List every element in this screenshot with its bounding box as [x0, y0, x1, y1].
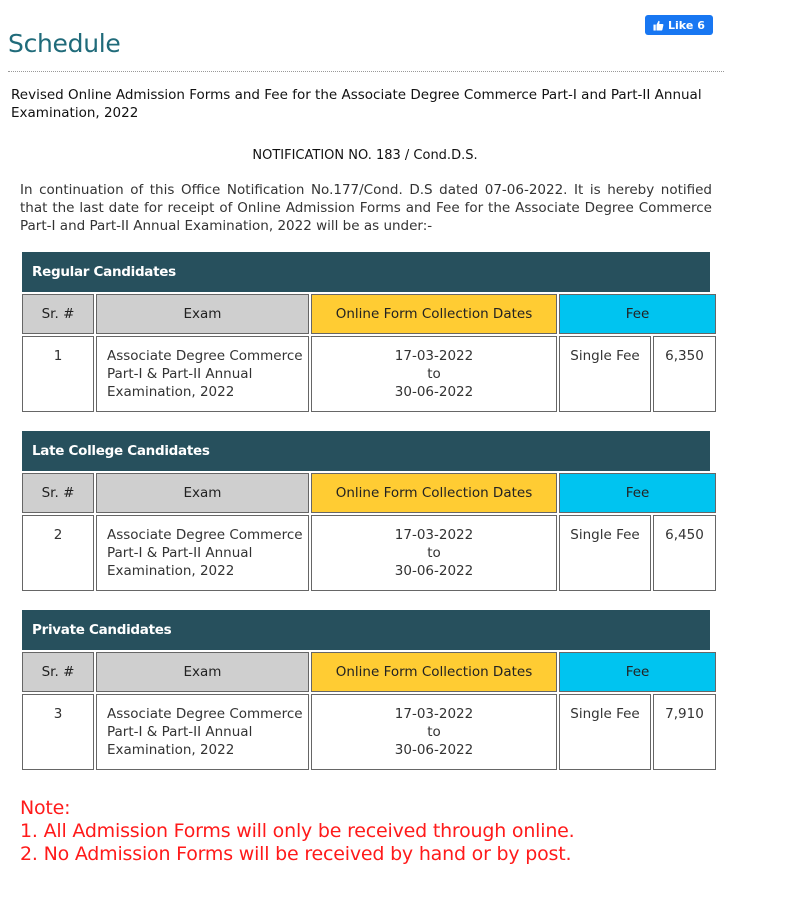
note-line: 1. All Admission Forms will only be received through online.	[20, 820, 575, 842]
col-header-fee: Fee	[559, 473, 716, 513]
cell-exam	[96, 694, 309, 770]
thumbs-up-icon	[653, 20, 664, 31]
table-row	[22, 515, 716, 591]
note-block	[20, 797, 720, 866]
date-to: 30-06-2022	[394, 742, 474, 758]
exam-line: Part-I & Part-II Annual	[107, 545, 253, 561]
col-header-dates: Online Form Collection Dates	[311, 652, 557, 692]
cell-sr: 2	[22, 515, 94, 591]
schedule-table	[20, 471, 718, 593]
cell-sr: 3	[22, 694, 94, 770]
date-from: 17-03-2022	[394, 527, 474, 543]
table-header-row	[22, 473, 716, 513]
date-from: 17-03-2022	[394, 706, 474, 722]
cell-fee-type: Single Fee	[559, 694, 651, 770]
cell-fee-type: Single Fee	[559, 515, 651, 591]
date-to: 30-06-2022	[394, 563, 474, 579]
date-from: 17-03-2022	[394, 348, 474, 364]
cell-dates	[311, 336, 557, 412]
exam-line: Associate Degree Commerce	[107, 706, 303, 722]
schedule-table	[20, 292, 718, 414]
document-heading: Revised Online Admission Forms and Fee for the Associate Degree Commerce Part-I and Part-II Annual Examination, 2022	[11, 87, 702, 121]
section-regular-candidates	[22, 252, 710, 414]
date-separator: to	[427, 545, 441, 561]
cell-sr: 1	[22, 336, 94, 412]
cell-dates	[311, 694, 557, 770]
col-header-exam: Exam	[96, 294, 309, 334]
date-to: 30-06-2022	[394, 384, 474, 400]
cell-exam	[96, 515, 309, 591]
cell-dates	[311, 515, 557, 591]
cell-exam	[96, 336, 309, 412]
note-title: Note:	[20, 797, 71, 819]
table-row	[22, 694, 716, 770]
col-header-fee: Fee	[559, 652, 716, 692]
exam-line: Part-I & Part-II Annual	[107, 724, 253, 740]
page-title: Schedule	[8, 28, 121, 58]
col-header-dates: Online Form Collection Dates	[311, 294, 557, 334]
exam-line: Associate Degree Commerce	[107, 527, 303, 543]
like-count: 6	[697, 18, 705, 32]
table-header-row	[22, 652, 716, 692]
like-label: Like	[668, 18, 694, 32]
col-header-sr: Sr. #	[22, 294, 94, 334]
exam-line: Associate Degree Commerce	[107, 348, 303, 364]
table-header-row	[22, 294, 716, 334]
cell-fee-amount: 6,450	[653, 515, 716, 591]
cell-fee-amount: 7,910	[653, 694, 716, 770]
exam-line: Part-I & Part-II Annual	[107, 366, 253, 382]
note-line: 2. No Admission Forms will be received by hand or by post.	[20, 843, 572, 865]
col-header-dates: Online Form Collection Dates	[311, 473, 557, 513]
exam-line: Examination, 2022	[107, 563, 235, 579]
facebook-like-button[interactable]	[645, 15, 713, 35]
col-header-exam: Exam	[96, 473, 309, 513]
intro-paragraph: In continuation of this Office Notification No.177/Cond. D.S dated 07-06-2022. It is hereby notified that the last date for receipt of Online Admission Forms and Fee for the Associate Degree Commerce Part-I and Part-II Annual Examination, 2022 will be as under:-	[20, 182, 712, 234]
col-header-exam: Exam	[96, 652, 309, 692]
col-header-fee: Fee	[559, 294, 716, 334]
col-header-sr: Sr. #	[22, 652, 94, 692]
cell-fee-amount: 6,350	[653, 336, 716, 412]
cell-fee-type: Single Fee	[559, 336, 651, 412]
exam-line: Examination, 2022	[107, 742, 235, 758]
col-header-sr: Sr. #	[22, 473, 94, 513]
schedule-table	[20, 650, 718, 772]
section-title: Regular Candidates	[22, 252, 710, 292]
section-private-candidates	[22, 610, 710, 772]
exam-line: Examination, 2022	[107, 384, 235, 400]
table-row	[22, 336, 716, 412]
date-separator: to	[427, 366, 441, 382]
notification-number: NOTIFICATION NO. 183 / Cond.D.S.	[252, 148, 478, 163]
title-divider	[8, 71, 724, 72]
date-separator: to	[427, 724, 441, 740]
section-title: Late College Candidates	[22, 431, 710, 471]
section-late-college-candidates	[22, 431, 710, 593]
section-title: Private Candidates	[22, 610, 710, 650]
